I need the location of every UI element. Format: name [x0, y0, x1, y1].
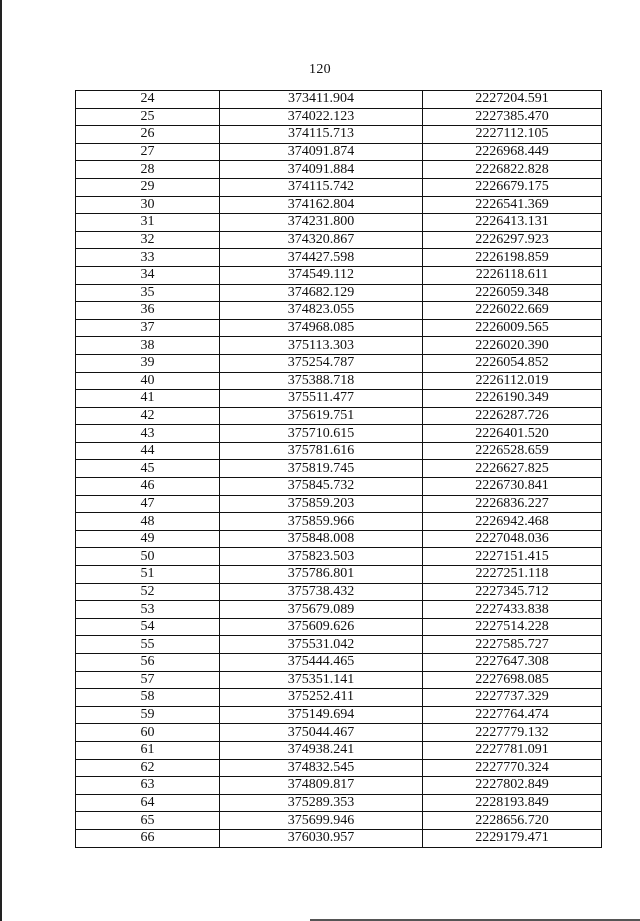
- scan-edge-left: [0, 0, 2, 921]
- point-number-cell: 61: [76, 741, 220, 759]
- point-number-cell: 64: [76, 794, 220, 812]
- table-row: [76, 460, 602, 478]
- point-number-cell: 30: [76, 196, 220, 214]
- y-coordinate-cell: 2226679.175: [423, 178, 602, 196]
- point-number-cell: 52: [76, 583, 220, 601]
- point-number-cell: 46: [76, 478, 220, 496]
- x-coordinate-cell: 374115.742: [220, 178, 423, 196]
- point-number-cell: 35: [76, 284, 220, 302]
- point-number-cell: 53: [76, 601, 220, 619]
- table-row: [76, 390, 602, 408]
- table-row: [76, 530, 602, 548]
- y-coordinate-cell: 2229179.471: [423, 829, 602, 847]
- point-number-cell: 34: [76, 266, 220, 284]
- x-coordinate-cell: 374162.804: [220, 196, 423, 214]
- point-number-cell: 57: [76, 671, 220, 689]
- y-coordinate-cell: 2226528.659: [423, 442, 602, 460]
- x-coordinate-cell: 374320.867: [220, 231, 423, 249]
- table-row: [76, 741, 602, 759]
- y-coordinate-cell: 2227514.228: [423, 618, 602, 636]
- y-coordinate-cell: 2227698.085: [423, 671, 602, 689]
- table-row: [76, 319, 602, 337]
- point-number-cell: 29: [76, 178, 220, 196]
- x-coordinate-cell: 374832.545: [220, 759, 423, 777]
- x-coordinate-cell: 375351.141: [220, 671, 423, 689]
- x-coordinate-cell: 374022.123: [220, 108, 423, 126]
- x-coordinate-cell: 375738.432: [220, 583, 423, 601]
- table-row: [76, 636, 602, 654]
- point-number-cell: 26: [76, 126, 220, 144]
- y-coordinate-cell: 2228193.849: [423, 794, 602, 812]
- table-row: [76, 126, 602, 144]
- x-coordinate-cell: 375531.042: [220, 636, 423, 654]
- x-coordinate-cell: 375444.465: [220, 654, 423, 672]
- table-row: [76, 372, 602, 390]
- y-coordinate-cell: 2226730.841: [423, 478, 602, 496]
- y-coordinate-cell: 2226297.923: [423, 231, 602, 249]
- table-row: [76, 478, 602, 496]
- y-coordinate-cell: 2226968.449: [423, 143, 602, 161]
- table-row: [76, 249, 602, 267]
- table-row: [76, 618, 602, 636]
- x-coordinate-cell: 375710.615: [220, 425, 423, 443]
- x-coordinate-cell: 375781.616: [220, 442, 423, 460]
- x-coordinate-cell: 376030.957: [220, 829, 423, 847]
- point-number-cell: 63: [76, 777, 220, 795]
- x-coordinate-cell: 375819.745: [220, 460, 423, 478]
- table-row: [76, 548, 602, 566]
- x-coordinate-cell: 374823.055: [220, 302, 423, 320]
- point-number-cell: 24: [76, 91, 220, 109]
- y-coordinate-cell: 2226112.019: [423, 372, 602, 390]
- y-coordinate-cell: 2227585.727: [423, 636, 602, 654]
- point-number-cell: 51: [76, 566, 220, 584]
- y-coordinate-cell: 2226627.825: [423, 460, 602, 478]
- x-coordinate-cell: 375679.089: [220, 601, 423, 619]
- y-coordinate-cell: 2226836.227: [423, 495, 602, 513]
- point-number-cell: 31: [76, 214, 220, 232]
- coordinates-table-body: [76, 91, 602, 848]
- table-row: [76, 689, 602, 707]
- point-number-cell: 56: [76, 654, 220, 672]
- point-number-cell: 47: [76, 495, 220, 513]
- table-row: [76, 442, 602, 460]
- y-coordinate-cell: 2226020.390: [423, 337, 602, 355]
- table-row: [76, 601, 602, 619]
- point-number-cell: 55: [76, 636, 220, 654]
- table-row: [76, 794, 602, 812]
- table-row: [76, 812, 602, 830]
- point-number-cell: 40: [76, 372, 220, 390]
- point-number-cell: 54: [76, 618, 220, 636]
- point-number-cell: 62: [76, 759, 220, 777]
- x-coordinate-cell: 374115.713: [220, 126, 423, 144]
- table-row: [76, 196, 602, 214]
- y-coordinate-cell: 2227647.308: [423, 654, 602, 672]
- y-coordinate-cell: 2226009.565: [423, 319, 602, 337]
- point-number-cell: 44: [76, 442, 220, 460]
- y-coordinate-cell: 2226198.859: [423, 249, 602, 267]
- x-coordinate-cell: 374682.129: [220, 284, 423, 302]
- x-coordinate-cell: 375823.503: [220, 548, 423, 566]
- x-coordinate-cell: 374809.817: [220, 777, 423, 795]
- y-coordinate-cell: 2227204.591: [423, 91, 602, 109]
- y-coordinate-cell: 2227802.849: [423, 777, 602, 795]
- x-coordinate-cell: 374091.884: [220, 161, 423, 179]
- y-coordinate-cell: 2227151.415: [423, 548, 602, 566]
- point-number-cell: 58: [76, 689, 220, 707]
- x-coordinate-cell: 375786.801: [220, 566, 423, 584]
- point-number-cell: 66: [76, 829, 220, 847]
- table-row: [76, 337, 602, 355]
- x-coordinate-cell: 375845.732: [220, 478, 423, 496]
- y-coordinate-cell: 2227048.036: [423, 530, 602, 548]
- x-coordinate-cell: 375859.203: [220, 495, 423, 513]
- y-coordinate-cell: 2226059.348: [423, 284, 602, 302]
- y-coordinate-cell: 2226022.669: [423, 302, 602, 320]
- y-coordinate-cell: 2227385.470: [423, 108, 602, 126]
- x-coordinate-cell: 374968.085: [220, 319, 423, 337]
- point-number-cell: 38: [76, 337, 220, 355]
- x-coordinate-cell: 375511.477: [220, 390, 423, 408]
- point-number-cell: 33: [76, 249, 220, 267]
- x-coordinate-cell: 375609.626: [220, 618, 423, 636]
- table-row: [76, 583, 602, 601]
- table-row: [76, 425, 602, 443]
- y-coordinate-cell: 2226541.369: [423, 196, 602, 214]
- x-coordinate-cell: 375848.008: [220, 530, 423, 548]
- point-number-cell: 42: [76, 407, 220, 425]
- x-coordinate-cell: 374091.874: [220, 143, 423, 161]
- table-row: [76, 91, 602, 109]
- page-number: 120: [309, 62, 331, 77]
- table-row: [76, 266, 602, 284]
- table-row: [76, 407, 602, 425]
- point-number-cell: 59: [76, 706, 220, 724]
- point-number-cell: 37: [76, 319, 220, 337]
- y-coordinate-cell: 2226413.131: [423, 214, 602, 232]
- point-number-cell: 41: [76, 390, 220, 408]
- y-coordinate-cell: 2227770.324: [423, 759, 602, 777]
- table-row: [76, 178, 602, 196]
- x-coordinate-cell: 374427.598: [220, 249, 423, 267]
- point-number-cell: 25: [76, 108, 220, 126]
- y-coordinate-cell: 2227251.118: [423, 566, 602, 584]
- x-coordinate-cell: 375699.946: [220, 812, 423, 830]
- x-coordinate-cell: 375859.966: [220, 513, 423, 531]
- table-row: [76, 777, 602, 795]
- table-row: [76, 354, 602, 372]
- table-row: [76, 566, 602, 584]
- y-coordinate-cell: 2226942.468: [423, 513, 602, 531]
- point-number-cell: 32: [76, 231, 220, 249]
- y-coordinate-cell: 2227433.838: [423, 601, 602, 619]
- table-row: [76, 706, 602, 724]
- point-number-cell: 60: [76, 724, 220, 742]
- x-coordinate-cell: 374549.112: [220, 266, 423, 284]
- y-coordinate-cell: 2227112.105: [423, 126, 602, 144]
- y-coordinate-cell: 2227764.474: [423, 706, 602, 724]
- y-coordinate-cell: 2228656.720: [423, 812, 602, 830]
- point-number-cell: 49: [76, 530, 220, 548]
- point-number-cell: 39: [76, 354, 220, 372]
- table-row: [76, 671, 602, 689]
- coordinates-table: [75, 90, 602, 848]
- y-coordinate-cell: 2227781.091: [423, 741, 602, 759]
- x-coordinate-cell: 375113.303: [220, 337, 423, 355]
- table-row: [76, 495, 602, 513]
- table-row: [76, 724, 602, 742]
- table-row: [76, 161, 602, 179]
- table-row: [76, 108, 602, 126]
- table-row: [76, 302, 602, 320]
- x-coordinate-cell: 375149.694: [220, 706, 423, 724]
- x-coordinate-cell: 374231.800: [220, 214, 423, 232]
- table-row: [76, 214, 602, 232]
- point-number-cell: 45: [76, 460, 220, 478]
- point-number-cell: 43: [76, 425, 220, 443]
- y-coordinate-cell: 2226190.349: [423, 390, 602, 408]
- y-coordinate-cell: 2226401.520: [423, 425, 602, 443]
- y-coordinate-cell: 2227779.132: [423, 724, 602, 742]
- x-coordinate-cell: 375252.411: [220, 689, 423, 707]
- table-row: [76, 231, 602, 249]
- table-row: [76, 513, 602, 531]
- x-coordinate-cell: 375254.787: [220, 354, 423, 372]
- y-coordinate-cell: 2227345.712: [423, 583, 602, 601]
- point-number-cell: 28: [76, 161, 220, 179]
- point-number-cell: 48: [76, 513, 220, 531]
- table-row: [76, 284, 602, 302]
- y-coordinate-cell: 2226822.828: [423, 161, 602, 179]
- x-coordinate-cell: 373411.904: [220, 91, 423, 109]
- x-coordinate-cell: 375388.718: [220, 372, 423, 390]
- x-coordinate-cell: 375619.751: [220, 407, 423, 425]
- point-number-cell: 36: [76, 302, 220, 320]
- table-row: [76, 759, 602, 777]
- y-coordinate-cell: 2226118.611: [423, 266, 602, 284]
- table-row: [76, 829, 602, 847]
- y-coordinate-cell: 2227737.329: [423, 689, 602, 707]
- point-number-cell: 50: [76, 548, 220, 566]
- table-row: [76, 143, 602, 161]
- table-row: [76, 654, 602, 672]
- point-number-cell: 65: [76, 812, 220, 830]
- y-coordinate-cell: 2226054.852: [423, 354, 602, 372]
- x-coordinate-cell: 374938.241: [220, 741, 423, 759]
- x-coordinate-cell: 375044.467: [220, 724, 423, 742]
- x-coordinate-cell: 375289.353: [220, 794, 423, 812]
- point-number-cell: 27: [76, 143, 220, 161]
- y-coordinate-cell: 2226287.726: [423, 407, 602, 425]
